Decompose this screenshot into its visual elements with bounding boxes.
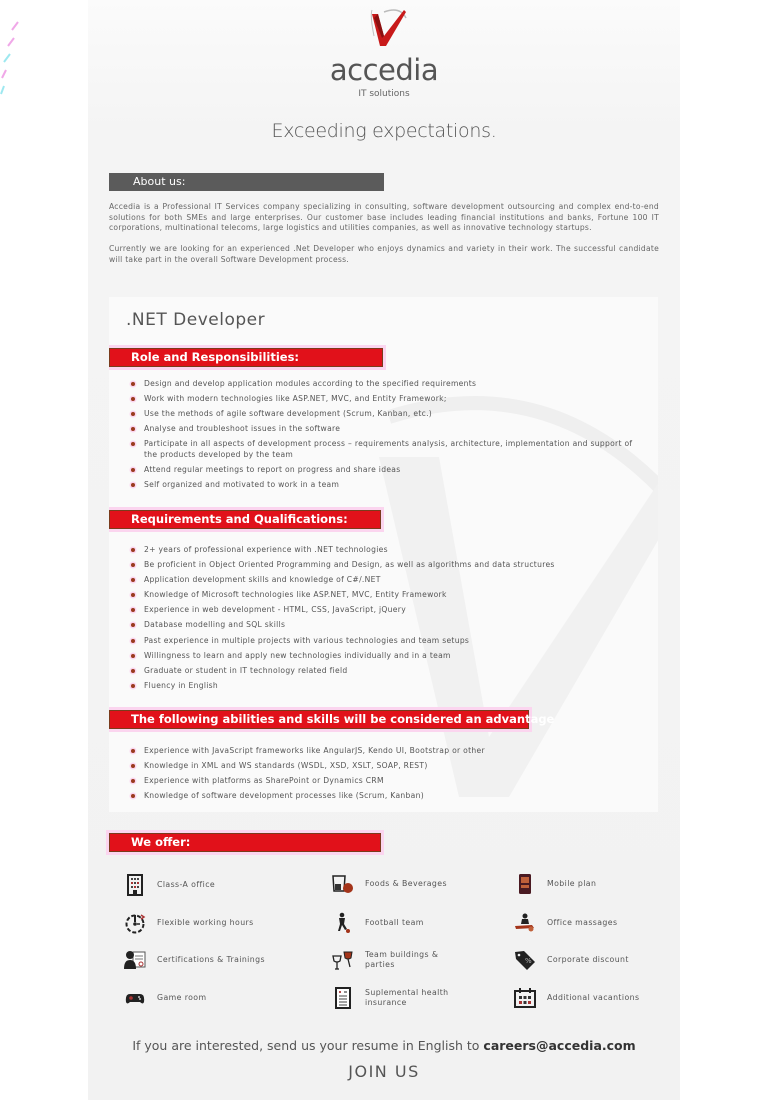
benefit-item xyxy=(124,983,294,1013)
list-item: Fluency in English xyxy=(131,681,641,691)
job-posting-page xyxy=(88,0,680,1100)
list-item: Experience with JavaScript frameworks like AngularJS, Kendo UI, Bootstrap or other xyxy=(131,746,641,756)
list-item: Participate in all aspects of development process – requirements analysis, architecture, implementation and support of the products developed by the team xyxy=(131,439,641,460)
benefit-item xyxy=(332,983,502,1013)
list-item: Be proficient in Object Oriented Programming and Design, as well as algorithms and data structures xyxy=(131,560,641,570)
food-drink-icon xyxy=(332,873,354,895)
about-heading: About us: xyxy=(109,173,384,191)
advantages-list xyxy=(131,746,641,806)
benefit-label: Office massages xyxy=(547,917,618,927)
benefit-label: Football team xyxy=(365,917,424,927)
brand-subtitle: IT solutions xyxy=(358,89,410,99)
svg-text:%: % xyxy=(525,957,532,965)
list-item: Application development skills and knowledge of C#/.NET xyxy=(131,575,641,585)
join-us-heading: JOIN US xyxy=(348,1062,420,1081)
office-building-icon xyxy=(124,874,146,896)
benefit-label: Suplemental health insurance xyxy=(365,987,449,1007)
tagline: Exceeding expectations. xyxy=(271,120,497,142)
football-player-icon xyxy=(332,912,354,934)
email-link[interactable]: careers@accedia.com xyxy=(483,1038,636,1053)
benefit-item xyxy=(124,870,294,900)
list-item: Analyse and troubleshoot issues in the software xyxy=(131,424,641,434)
cta-message: If you are interested, send us your resume in English to xyxy=(132,1038,484,1053)
list-item: Attend regular meetings to report on progress and share ideas xyxy=(131,465,641,475)
wine-glasses-icon xyxy=(332,949,354,971)
list-item: Willingness to learn and apply new technologies individually and in a team xyxy=(131,651,641,661)
benefit-label: Game room xyxy=(157,992,207,1002)
list-item: Past experience in multiple projects with various technologies and team setups xyxy=(131,636,641,646)
benefit-item xyxy=(514,908,684,938)
list-item: Experience in web development - HTML, CSS, JavaScript, jQuery xyxy=(131,605,641,615)
calendar-icon xyxy=(514,987,536,1009)
benefit-label: Foods & Beverages xyxy=(365,878,447,888)
section-heading-requirements: Requirements and Qualifications: xyxy=(109,510,381,529)
certificate-icon xyxy=(124,949,146,971)
benefit-item xyxy=(332,945,502,975)
about-paragraph: Currently we are looking for an experienced .Net Developer who enjoys dynamics and variety in their work. The successful candidate will take part in the overall Software Development process. xyxy=(109,244,659,264)
benefit-label: Class-A office xyxy=(157,879,216,889)
benefit-item xyxy=(514,945,684,975)
benefit-item xyxy=(514,983,684,1013)
benefit-label: Corporate discount xyxy=(547,954,629,964)
benefit-label: Mobile plan xyxy=(547,878,597,888)
benefit-item xyxy=(124,908,294,938)
list-item: Experience with platforms as SharePoint or Dynamics CRM xyxy=(131,776,641,786)
benefit-item xyxy=(124,945,294,975)
benefit-label: Certifications & Trainings xyxy=(157,954,265,964)
job-title: .NET Developer xyxy=(126,310,266,330)
gamepad-icon xyxy=(124,987,146,1009)
benefit-item xyxy=(514,869,684,899)
list-item: Use the methods of agile software development (Scrum, Kanban, etc.) xyxy=(131,409,641,419)
list-item: Knowledge in XML and WS standards (WSDL, XSD, XSLT, SOAP, REST) xyxy=(131,761,641,771)
list-item: Database modelling and SQL skills xyxy=(131,620,641,630)
list-item: 2+ years of professional experience with .NET technologies xyxy=(131,545,641,555)
edge-artifact xyxy=(0,20,24,100)
mobile-phone-icon xyxy=(514,873,536,895)
discount-tag-icon xyxy=(514,949,536,971)
brand-name: accedia xyxy=(329,53,439,87)
list-item: Work with modern technologies like ASP.NET, MVC, and Entity Framework; xyxy=(131,394,641,404)
checkmark-logo-icon xyxy=(364,6,412,52)
list-item: Design and develop application modules according to the specified requirements xyxy=(131,379,641,389)
job-card xyxy=(109,297,658,812)
list-item: Self organized and motivated to work in a team xyxy=(131,480,641,490)
section-heading-offer: We offer: xyxy=(109,833,381,852)
list-item: Knowledge of software development processes like (Scrum, Kanban) xyxy=(131,791,641,801)
about-text xyxy=(109,202,659,266)
benefit-label: Flexible working hours xyxy=(157,917,254,927)
benefit-item xyxy=(332,869,502,899)
benefit-label: Team buildings & parties xyxy=(365,949,439,969)
cta-text xyxy=(88,1037,680,1055)
benefit-label: Additional vacantions xyxy=(547,992,640,1002)
list-item: Graduate or student in IT technology related field xyxy=(131,666,641,676)
massage-icon xyxy=(514,912,536,934)
section-heading-advantages: The following abilities and skills will be considered an advantage xyxy=(109,710,529,729)
about-paragraph: Accedia is a Professional IT Services company specializing in consulting, software development outsourcing and complex end-to-end solutions for both SMEs and large enterprises. Our customer base includes leading financial institutions and banks, Fortune 100 IT corporations, multinational telecoms, large logistics and utilities companies, as well as innovative technology startups. xyxy=(109,202,659,233)
role-list xyxy=(131,379,641,495)
requirements-list xyxy=(131,545,641,696)
clock-icon xyxy=(124,912,146,934)
health-document-icon xyxy=(332,987,354,1009)
benefit-item xyxy=(332,908,502,938)
section-heading-role: Role and Responsibilities: xyxy=(109,348,383,367)
list-item: Knowledge of Microsoft technologies like ASP.NET, MVC, Entity Framework xyxy=(131,590,641,600)
